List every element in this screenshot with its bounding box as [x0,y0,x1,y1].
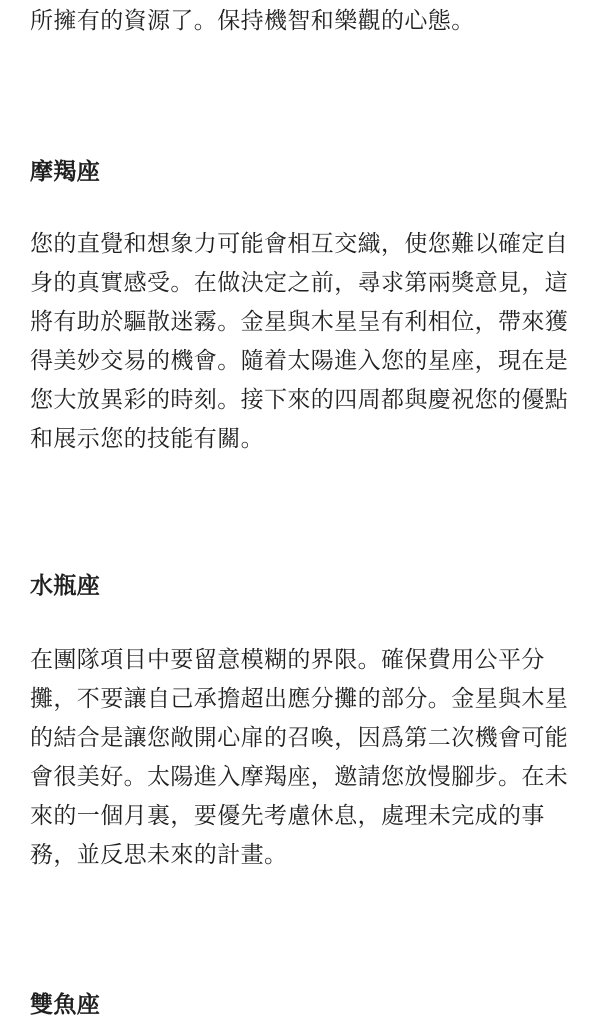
section-heading-capricorn: 摩羯座 [30,159,101,185]
section-heading-pisces: 雙魚座 [30,992,101,1018]
section-heading-aquarius: 水瓶座 [30,573,101,599]
section-body-capricorn: 您的直覺和想象力可能會相互交織，使您難以確定自身的真實感受。在做決定之前，尋求第兩獎意見，這將有助於驅散迷霧。金星與木星呈有利相位，帶來獲得美妙交易的機會。隨着太陽進入您的星座，現在是您大放異彩的時刻。接下來的四周都與慶祝您的優點和展示您的技能有關。 [30,231,569,452]
previous-section-text-tail: 所擁有的資源了。保持機智和樂觀的心態。 [30,8,475,34]
section-body-aquarius: 在團隊項目中要留意模糊的界限。確保費用公平分攤，不要讓自己承擔超出應分攤的部分。金星與木星的結合是讓您敞開心扉的召喚，因爲第二次機會可能會很美好。太陽進入摩羯座，邀請您放慢腳步。在未來的一個月裏，要優先考慮休息，處理未完成的事務，並反思未來的計畫。 [30,647,569,868]
